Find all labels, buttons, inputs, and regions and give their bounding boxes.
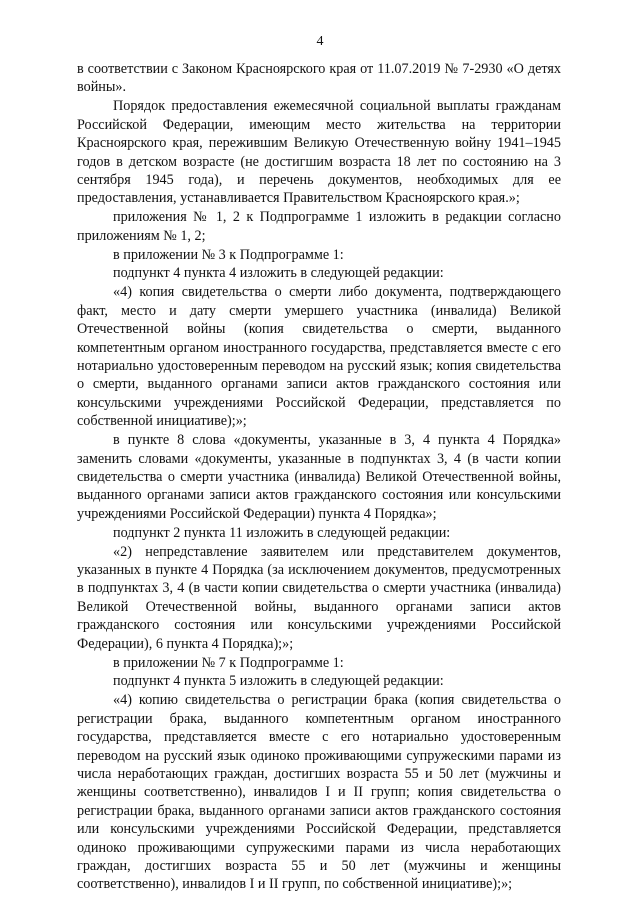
paragraph: в приложении № 7 к Подпрограмме 1: bbox=[113, 654, 344, 671]
paragraph: в пункте 8 слова «документы, указанные в 3, 4 пункта 4 Порядка» заменить словами «документы, указанные в подпунктах 3, 4 (в части копии свидетельства о смерти участника (инвалида) Великой Отечественной войны, выданного органами записи актов гражданского состояния или консульскими учреждениями Российской Федерации) пункта 4 Порядка»; bbox=[77, 432, 561, 522]
paragraph: Порядок предоставления ежемесячной социальной выплаты гражданам Российской Федерации, имеющим место жительства на территории Красноярского края, пережившим Великую Отечественную войну 1941–1945 годов в детском возрасте (не достигшим возраста 18 лет по состоянию на 3 сентября 1945 года), и перечень документов, необходимых для ее предоставления, устанавливается Правительством Красноярского края.»; bbox=[77, 98, 561, 207]
paragraph: подпункт 4 пункта 4 изложить в следующей редакции: bbox=[113, 265, 444, 282]
paragraph: в приложении № 3 к Подпрограмме 1: bbox=[113, 246, 344, 263]
paragraph: в соответствии с Законом Красноярского края от 11.07.2019 № 7-2930 «О детях войны». bbox=[77, 61, 561, 96]
paragraph: подпункт 2 пункта 11 изложить в следующей редакции: bbox=[113, 524, 451, 541]
paragraph: «4) копия свидетельства о смерти либо документа, подтверждающего факт, место и дату смерти умершего участника (инвалида) Великой Отечественной войны (копия свидетельства о смерти, выданного компетентным органом иностранного государства, представляется вместе с его нотариально удостоверенным переводом на русский язык; копия свидетельства о смерти, выданного органами записи актов гражданского состояния или консульскими учреждениями Российской Федерации, представляется по собственной инициативе);»; bbox=[77, 284, 561, 430]
page-number: 4 bbox=[316, 34, 324, 49]
paragraph: подпункт 4 пункта 5 изложить в следующей редакции: bbox=[113, 673, 444, 690]
paragraph: «4) копию свидетельства о регистрации брака (копия свидетельства о регистрации брака, выданного компетентным органом иностранного государства, представляется вместе с его нотариально удостоверенным переводом на русский язык одиноко проживающими супружескими парами из числа неработающих граждан, достигших возраста 55 и 50 лет (мужчины и женщины соответственно), инвалидов I и II групп; копия свидетельства о регистрации брака, выданного органами записи актов гражданского состояния или консульскими учреждениями Российской Федерации, представляется одиноко проживающими супружескими парами из числа неработающих граждан, достигших возраста 55 и 50 лет (мужчины и женщины соответственно), инвалидов I и II групп, по собственной инициативе);»; bbox=[77, 692, 561, 893]
document-body bbox=[77, 60, 561, 894]
paragraph: «2) непредставление заявителем или представителем документов, указанных в пункте 4 Порядка (за исключением документов, предусмотренных в подпунктах 3, 4 (в части копии свидетельства о смерти участника (инвалида) Великой Отечественной войны, выданного органами записи актов гражданского состояния или консульскими учреждениями Российской Федерации), 6 пункта 4 Порядка);»; bbox=[77, 543, 561, 652]
paragraph: приложения № 1, 2 к Подпрограмме 1 изложить в редакции согласно приложениям № 1, 2; bbox=[77, 209, 561, 244]
